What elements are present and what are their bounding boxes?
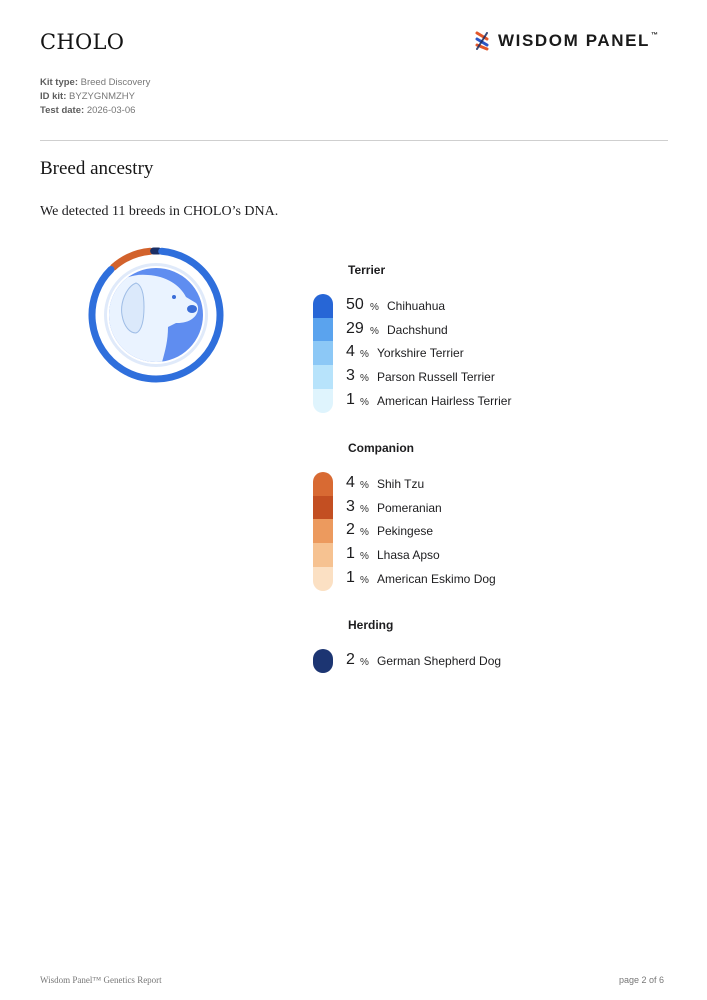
id-kit-line: ID kit: BYZYGNMZHY	[40, 91, 136, 102]
breed-name: Yorkshire Terrier	[377, 346, 464, 361]
breed-percent: 3	[346, 367, 355, 385]
bar-segment	[313, 519, 333, 544]
header-divider	[40, 140, 668, 141]
breed-percent: 2	[346, 651, 355, 668]
breed-name: Chihuahua	[387, 299, 446, 313]
bar-segment	[313, 389, 333, 413]
footer-page-number: page 2 of 6	[619, 975, 665, 985]
breed-name: Dachshund	[387, 322, 448, 337]
section-title: Breed ancestry	[40, 158, 154, 179]
breed-percent: 1	[346, 568, 355, 586]
group-bar-herding	[313, 649, 333, 673]
bar-segment	[313, 472, 333, 497]
breed-percent: 4	[346, 343, 355, 361]
breed-name: Lhasa Apso	[377, 548, 440, 563]
test-date-line: Test date: 2026-03-06	[40, 105, 136, 116]
percent-symbol: %	[370, 325, 379, 337]
percent-symbol: %	[360, 480, 369, 491]
breed-percent: 50	[346, 296, 364, 313]
wisdom-panel-dna-icon	[474, 31, 490, 51]
breed-percent: 1	[346, 545, 355, 563]
dog-name-title: CHOLO	[40, 30, 125, 54]
breed-name: Pekingese	[377, 524, 434, 539]
group-bar-terrier	[313, 294, 333, 413]
percent-symbol: %	[360, 657, 369, 668]
percent-symbol: %	[360, 373, 369, 385]
percent-symbol: %	[370, 302, 379, 313]
percent-symbol: %	[360, 551, 369, 563]
bar-segment	[313, 318, 333, 343]
breed-name: American Eskimo Dog	[377, 571, 496, 586]
bar-segment	[313, 543, 333, 568]
breed-percent: 1	[346, 390, 355, 408]
group-title-terrier: Terrier	[348, 263, 386, 277]
breed-percent: 29	[346, 319, 364, 337]
footer-report-name: Wisdom Panel™ Genetics Report	[40, 975, 162, 985]
bar-segment	[313, 365, 333, 390]
breed-percent: 2	[346, 521, 355, 539]
percent-symbol: %	[360, 574, 369, 586]
bar-segment	[313, 567, 333, 591]
breed-name: German Shepherd Dog	[377, 654, 502, 668]
kit-meta	[40, 76, 150, 118]
breed-percent: 4	[346, 474, 355, 491]
breed-ring-chart	[84, 243, 228, 387]
breed-name: Pomeranian	[377, 500, 442, 515]
bar-segment	[313, 496, 333, 521]
bar-segment	[313, 341, 333, 366]
group-bar-companion	[313, 472, 333, 591]
brand-logo	[474, 31, 658, 51]
percent-symbol: %	[360, 527, 369, 539]
group-title-herding: Herding	[348, 618, 394, 632]
kit-type-line: Kit type: Breed Discovery	[40, 77, 151, 88]
bar-segment	[313, 649, 333, 673]
group-title-companion: Companion	[348, 441, 414, 455]
breed-summary: We detected 11 breeds in CHOLO’s DNA.	[40, 204, 279, 219]
percent-symbol: %	[360, 503, 369, 515]
bar-segment	[313, 294, 333, 319]
breed-name: American Hairless Terrier	[377, 393, 512, 408]
brand-name: WISDOM PANEL™	[498, 31, 659, 50]
breed-name: Parson Russell Terrier	[377, 370, 495, 385]
percent-symbol: %	[360, 349, 369, 361]
breed-name: Shih Tzu	[377, 477, 425, 491]
percent-symbol: %	[360, 396, 369, 408]
breed-percent: 3	[346, 497, 355, 515]
